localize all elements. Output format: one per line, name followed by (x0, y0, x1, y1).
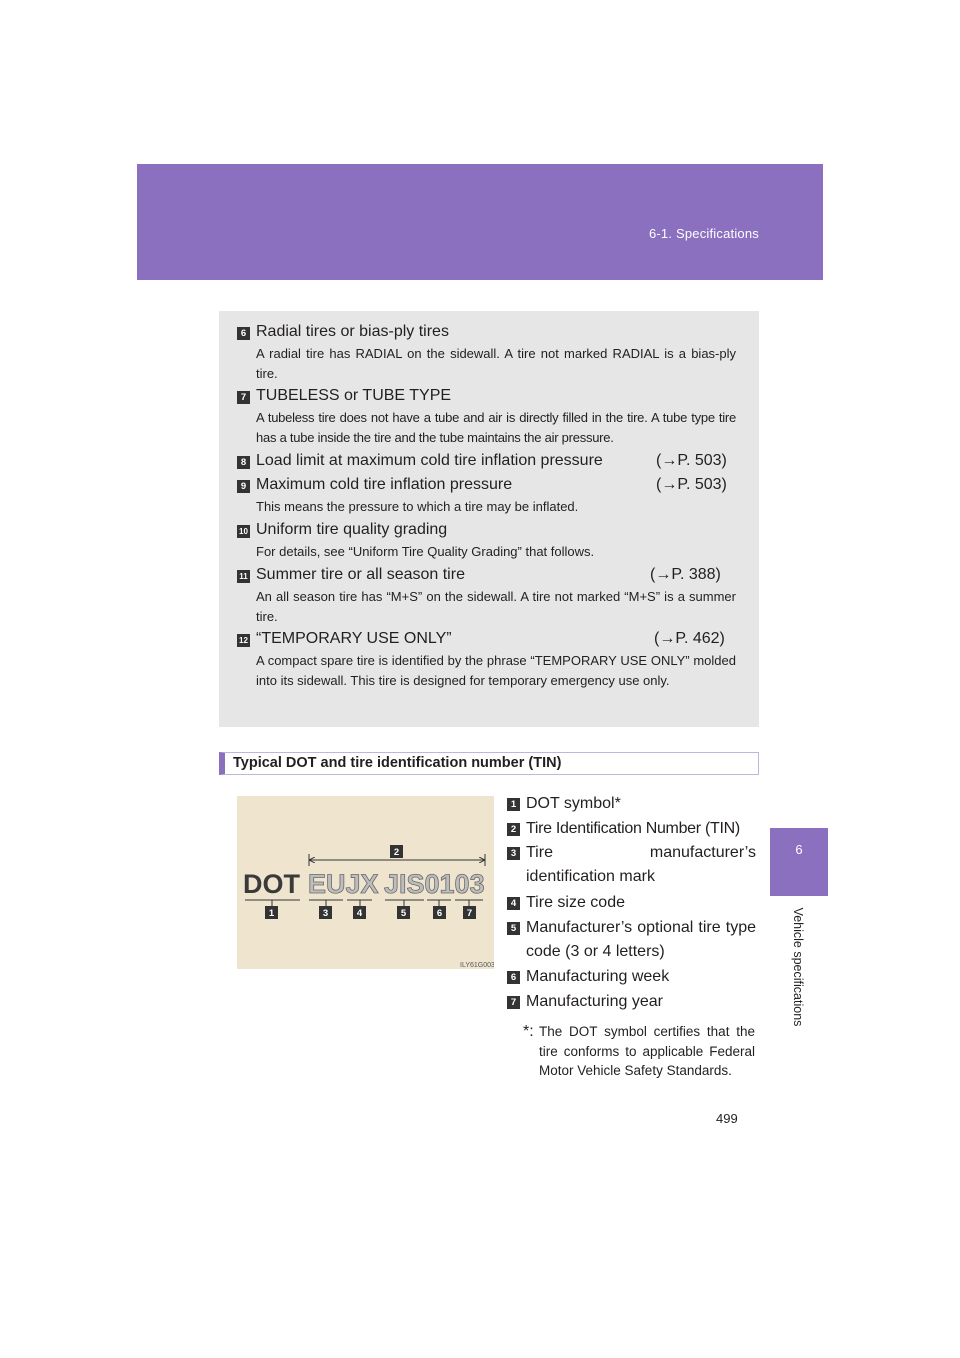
chapter-tab (770, 828, 828, 896)
callout-1-label: 1 (268, 908, 275, 919)
entry-title: Radial tires or bias-ply tires (256, 323, 449, 340)
legend-text: Tire manufacturer’s identification mark (526, 844, 756, 885)
section-title: Typical DOT and tire identification number (TIN) (233, 755, 562, 771)
legend-text: DOT symbol* (526, 795, 621, 812)
page-reference: (→P. 388) (650, 566, 721, 583)
legend-badge: 1 (507, 798, 520, 811)
segment-brackets (245, 900, 483, 906)
entry-number-badge: 6 (237, 327, 250, 340)
footnote-mark: *: (523, 1023, 534, 1040)
page-reference: (→P. 503) (656, 452, 727, 469)
legend-badge: 5 (507, 922, 520, 935)
bracket-3 (309, 900, 343, 906)
entry-title: Load limit at maximum cold tire inflation pressure (256, 452, 603, 469)
legend-badge: 7 (507, 996, 520, 1009)
entry-description: A radial tire has RADIAL on the sidewall. A tire not marked RADIAL is a bias-ply tire. (256, 346, 736, 381)
legend-badge: 3 (507, 847, 520, 860)
legend-text: Manufacturer’s optional tire type code (3 or 4 letters) (526, 919, 756, 960)
callout-6-label: 6 (436, 908, 443, 919)
entry-number-badge: 11 (237, 570, 250, 583)
dot-embossed-text: DOT (243, 869, 300, 899)
entry-title: Summer tire or all season tire (256, 566, 465, 583)
tire-markings-panel (219, 311, 759, 727)
callout-7-label: 7 (466, 908, 473, 919)
entry-description: This means the pressure to which a tire may be inflated. (256, 499, 579, 514)
legend-badge: 2 (507, 823, 520, 836)
section-header-title: 6-1. Specifications (648, 226, 759, 241)
header-band (137, 164, 823, 280)
entry-description: A tubeless tire does not have a tube and air is directly filled in the tire. A tube type tire has a tube inside the tire and the tube maintains the air pressure. (256, 410, 736, 445)
entry-number-badge: 10 (237, 525, 250, 538)
bracket-4 (347, 900, 372, 906)
callout-5-label: 5 (400, 908, 407, 919)
page-number: 499 (716, 1111, 738, 1126)
callout-2-label: 2 (393, 847, 400, 858)
legend-text: Manufacturing week (526, 968, 670, 985)
callout-4-label: 4 (356, 908, 363, 919)
page-reference: (→P. 503) (656, 476, 727, 493)
page-reference: (→P. 462) (654, 630, 725, 647)
entry-title: “TEMPORARY USE ONLY” (256, 630, 452, 647)
legend-badge: 4 (507, 897, 520, 910)
entry-title: TUBELESS or TUBE TYPE (256, 387, 452, 404)
bracket-7 (455, 900, 483, 906)
entry-title: Maximum cold tire inflation pressure (256, 476, 513, 493)
chapter-number: 6 (795, 842, 803, 857)
tin-embossed-text-1: EUJX (308, 869, 379, 899)
entry-number-badge: 7 (237, 391, 250, 404)
tin-diagram (237, 796, 494, 969)
footnote-text: The DOT symbol certifies that the tire conforms to applicable Federal Motor Vehicle Safety Standards. (539, 1024, 755, 1078)
entry-description: For details, see “Uniform Tire Quality Grading” that follows. (256, 544, 595, 559)
entry-number-badge: 8 (237, 456, 250, 469)
bracket-6 (427, 900, 451, 906)
tin-embossed-text-2: JIS0103 (384, 869, 485, 899)
callout-3-label: 3 (322, 908, 329, 919)
bracket-1 (245, 900, 300, 906)
legend-text: Tire size code (526, 894, 625, 911)
figure-code: ILY61G003 (460, 962, 494, 969)
legend-text: Manufacturing year (526, 993, 663, 1010)
entry-number-badge: 9 (237, 480, 250, 493)
entry-number-badge: 12 (237, 634, 250, 647)
entry-title: Uniform tire quality grading (256, 521, 448, 538)
entry-description: A compact spare tire is identified by the phrase “TEMPORARY USE ONLY” molded into its sidewall. This tire is designed for temporary emergency use only. (256, 653, 736, 688)
dot-tin-illustration (237, 796, 494, 969)
legend-badge: 6 (507, 971, 520, 984)
legend-text: Tire Identification Number (TIN) (526, 820, 740, 837)
chapter-label: Vehicle specifications (791, 907, 805, 1027)
section-heading-bar (219, 752, 759, 775)
bracket-5 (385, 900, 424, 906)
entry-description: An all season tire has “M+S” on the sidewall. A tire not marked “M+S” is a summer tire. (256, 589, 736, 624)
